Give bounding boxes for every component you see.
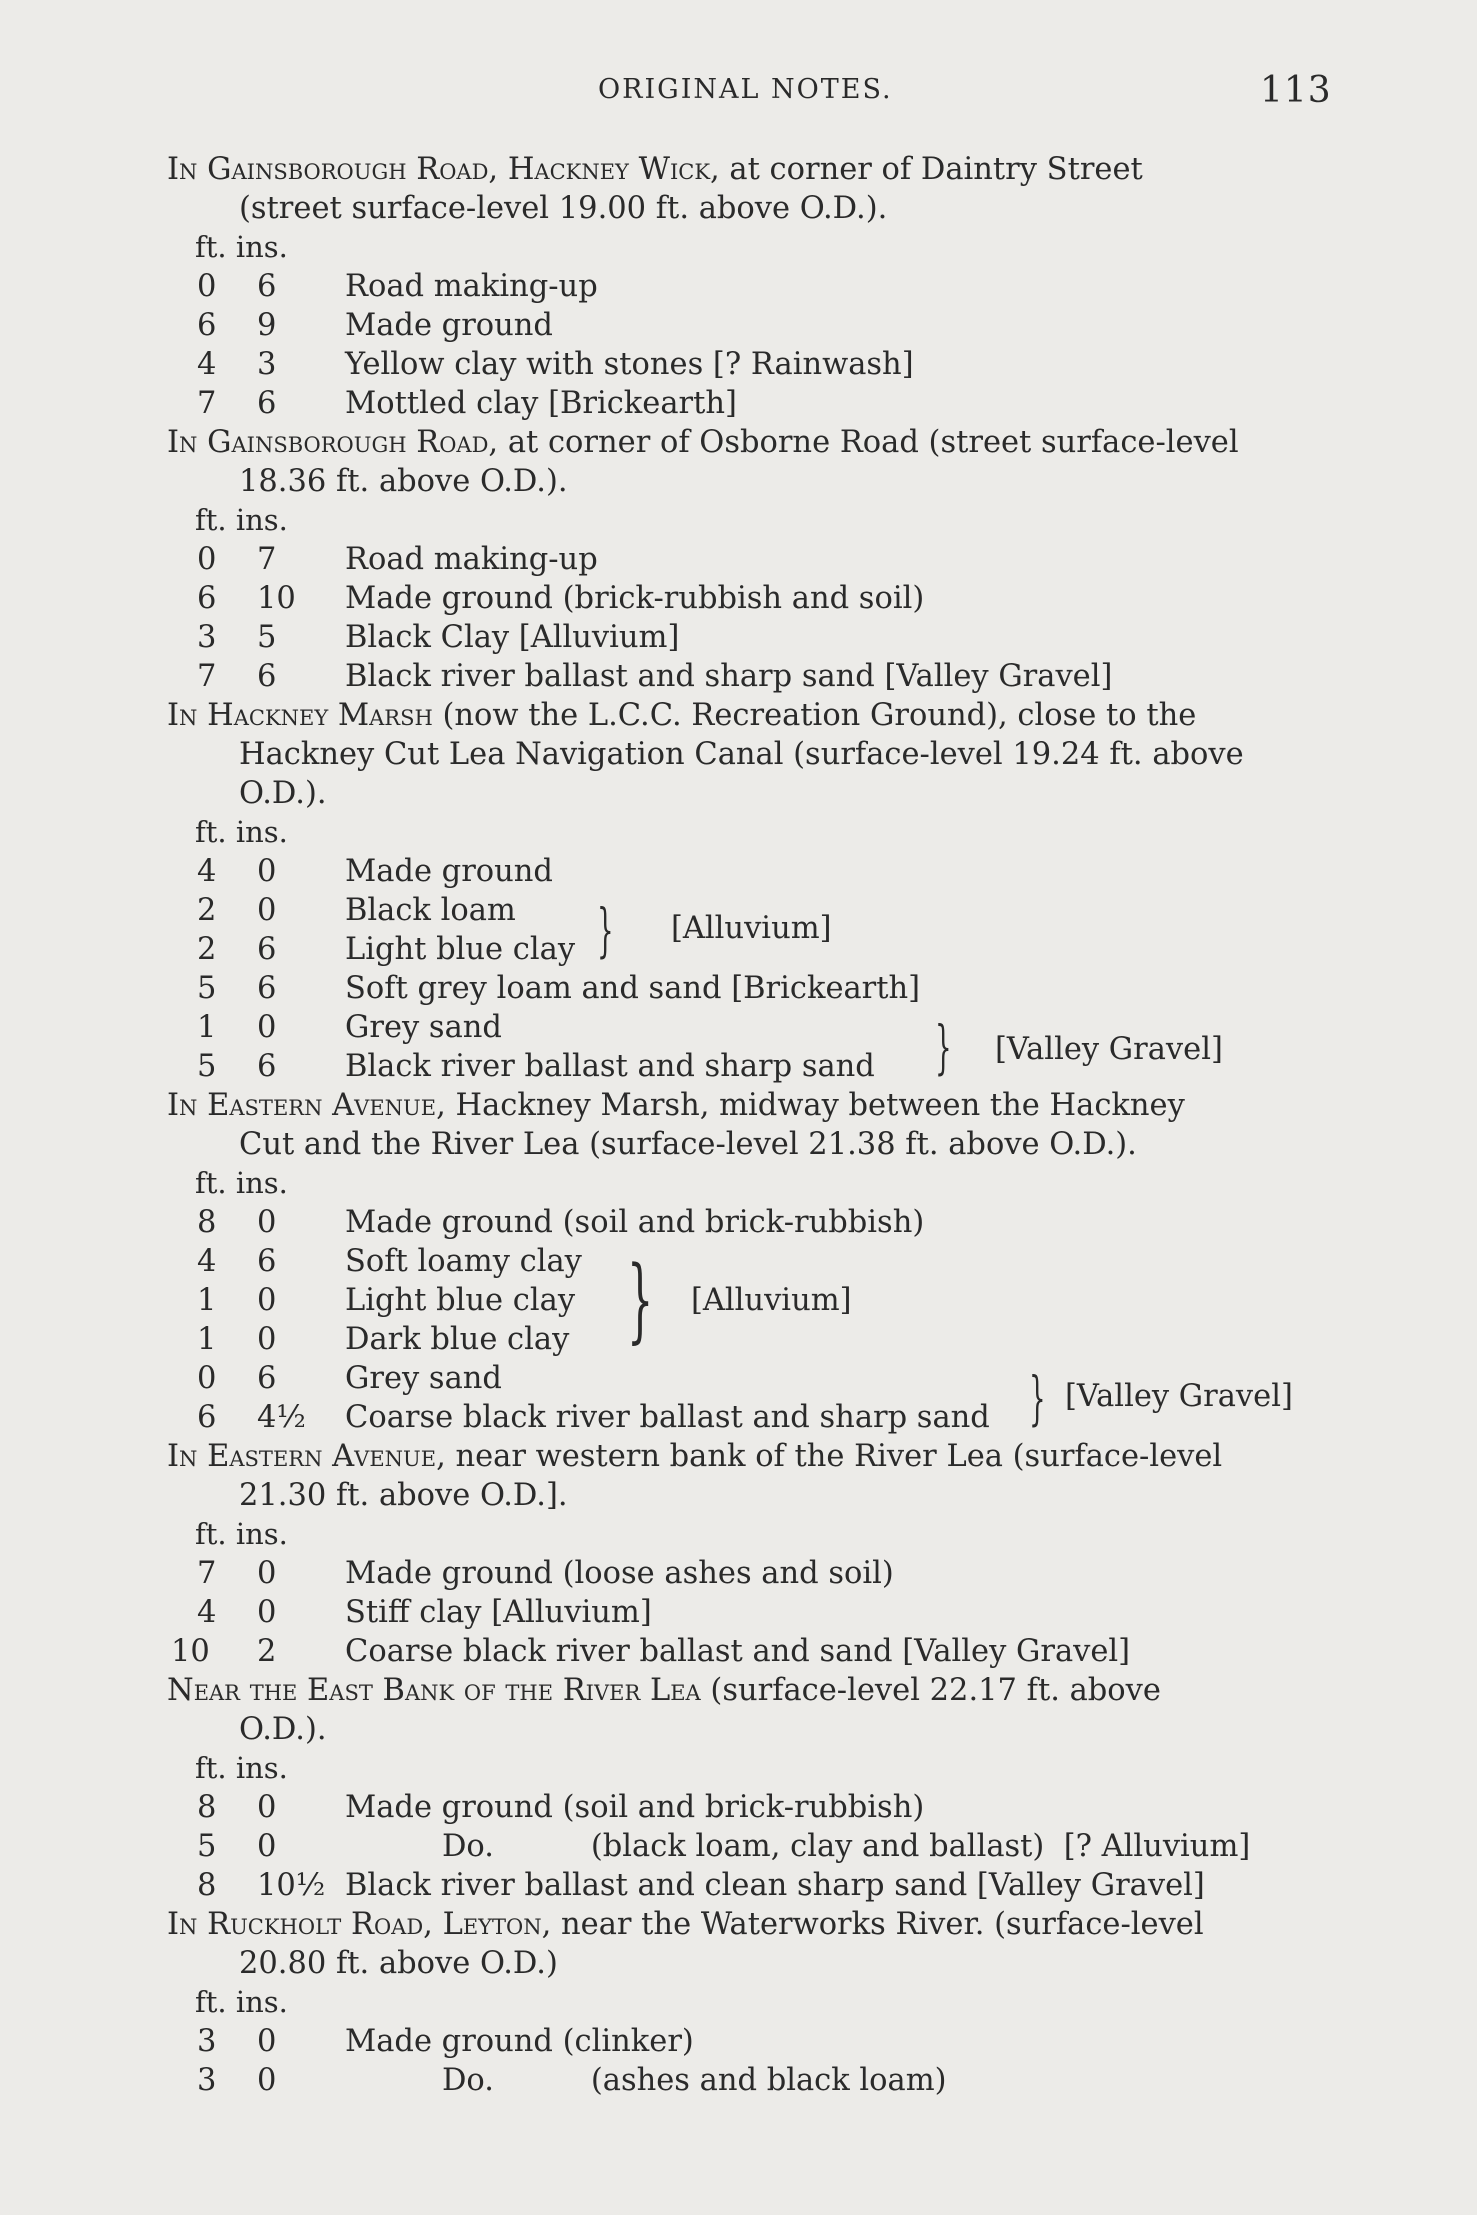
feet-value: 8 bbox=[197, 1205, 217, 1240]
place-name: In Hackney Marsh bbox=[167, 698, 433, 733]
units-label: ft. ins. bbox=[195, 230, 288, 264]
inches-value: 0 bbox=[257, 1205, 277, 1240]
feet-value: 0 bbox=[197, 269, 217, 304]
inches-value: 6 bbox=[257, 269, 277, 304]
stratum-description: Made ground (clinker) bbox=[345, 2024, 694, 2059]
inches-value: 0 bbox=[257, 1829, 277, 1864]
heading-text: Hackney Marsh, midway between the Hackney bbox=[445, 1088, 1185, 1123]
right-brace: } bbox=[935, 1013, 952, 1081]
inches-value: 0 bbox=[257, 1790, 277, 1825]
stratum-description: Yellow clay with stones [? Rainwash] bbox=[345, 347, 914, 382]
group-label: [Alluvium] bbox=[691, 1283, 852, 1318]
feet-value: 10 bbox=[171, 1634, 210, 1669]
stratum-row bbox=[167, 1320, 1337, 1359]
feet-value: 1 bbox=[197, 1283, 217, 1318]
heading-text: near the Waterworks River. (surface-level bbox=[551, 1907, 1204, 1942]
group-label: [Alluvium] bbox=[671, 911, 832, 946]
inches-value: 6 bbox=[257, 932, 277, 967]
heading-text: Hackney Cut Lea Navigation Canal (surface-level 19.24 ft. above bbox=[239, 737, 1244, 772]
inches-value: 2 bbox=[257, 1634, 277, 1669]
feet-value: 4 bbox=[197, 854, 217, 889]
feet-value: 3 bbox=[197, 620, 217, 655]
inches-value: 7 bbox=[257, 542, 277, 577]
section-east-bank-river-lea bbox=[167, 1671, 1337, 1905]
stratum-description: Made ground (loose ashes and soil) bbox=[345, 1556, 894, 1591]
stratum-row bbox=[167, 579, 1337, 618]
feet-value: 4 bbox=[197, 1595, 217, 1630]
heading-text: 21.30 ft. above O.D.]. bbox=[239, 1478, 568, 1513]
feet-value: 7 bbox=[197, 1556, 217, 1591]
stratum-description: Do. (black loam, clay and ballast) [? Alluvium] bbox=[345, 1829, 1251, 1864]
units-label: ft. ins. bbox=[195, 1751, 288, 1785]
inches-value: 3 bbox=[257, 347, 277, 382]
feet-value: 4 bbox=[197, 347, 217, 382]
feet-value: 5 bbox=[197, 1049, 217, 1084]
inches-value: 6 bbox=[257, 1244, 277, 1279]
stratum-description: Do. (ashes and black loam) bbox=[345, 2063, 947, 2098]
right-brace: } bbox=[1029, 1364, 1046, 1432]
heading-text: at corner of Daintry Street bbox=[719, 152, 1143, 187]
place-name: Near the East Bank of the River Lea bbox=[167, 1673, 701, 1708]
stratum-row bbox=[167, 1242, 1337, 1281]
heading-text: 18.36 ft. above O.D.). bbox=[239, 464, 568, 499]
stratum-description: Black river ballast and sharp sand bbox=[345, 1049, 875, 1084]
stratum-group-alluvium bbox=[167, 1242, 1337, 1359]
inches-value: 4½ bbox=[257, 1400, 306, 1435]
units-label: ft. ins. bbox=[195, 1985, 288, 2019]
feet-value: 6 bbox=[197, 308, 217, 343]
heading-text: Cut and the River Lea (surface-level 21.38 ft. above O.D.). bbox=[239, 1127, 1137, 1162]
inches-value: 6 bbox=[257, 386, 277, 421]
inches-value: 6 bbox=[257, 971, 277, 1006]
inches-value: 10½ bbox=[257, 1868, 326, 1903]
stratum-description: Made ground (soil and brick-rubbish) bbox=[345, 1205, 925, 1240]
heading-text: 20.80 ft. above O.D.) bbox=[239, 1946, 558, 1981]
section-ruckholt-road bbox=[167, 1905, 1337, 2100]
inches-value: 0 bbox=[257, 1322, 277, 1357]
stratum-row bbox=[167, 657, 1337, 696]
stratum-description: Made ground (soil and brick-rubbish) bbox=[345, 1790, 925, 1825]
feet-value: 6 bbox=[197, 1400, 217, 1435]
section-heading bbox=[167, 1086, 1337, 1164]
units-label: ft. ins. bbox=[195, 1517, 288, 1551]
stratum-row bbox=[167, 1866, 1337, 1905]
stratum-description: Grey sand bbox=[345, 1361, 502, 1396]
stratum-row bbox=[167, 1554, 1337, 1593]
inches-value: 0 bbox=[257, 1010, 277, 1045]
inches-value: 0 bbox=[257, 2063, 277, 2098]
feet-value: 2 bbox=[197, 932, 217, 967]
stratum-description: Made ground bbox=[345, 854, 553, 889]
heading-text: O.D.). bbox=[239, 776, 327, 811]
stratum-description: Black Clay [Alluvium] bbox=[345, 620, 680, 655]
group-label: [Valley Gravel] bbox=[1065, 1379, 1293, 1414]
stratum-row bbox=[167, 1788, 1337, 1827]
feet-value: 5 bbox=[197, 971, 217, 1006]
heading-text: (street surface-level 19.00 ft. above O.D.). bbox=[239, 191, 888, 226]
place-name: In Gainsborough Road, bbox=[167, 425, 499, 460]
inches-value: 10 bbox=[257, 581, 296, 616]
section-heading bbox=[167, 696, 1337, 813]
inches-value: 0 bbox=[257, 854, 277, 889]
stratum-row bbox=[167, 2022, 1337, 2061]
stratum-description: Dark blue clay bbox=[345, 1322, 570, 1357]
feet-value: 8 bbox=[197, 1868, 217, 1903]
stratum-description: Black river ballast and sharp sand [Valley Gravel] bbox=[345, 659, 1113, 694]
stratum-description: Black loam bbox=[345, 893, 516, 928]
section-hackney-marsh bbox=[167, 696, 1337, 1086]
feet-value: 8 bbox=[197, 1790, 217, 1825]
stratum-description: Road making-up bbox=[345, 542, 598, 577]
stratum-description: Light blue clay bbox=[345, 932, 576, 967]
feet-value: 1 bbox=[197, 1010, 217, 1045]
stratum-description: Mottled clay [Brickearth] bbox=[345, 386, 737, 421]
stratum-row bbox=[167, 1203, 1337, 1242]
units-label: ft. ins. bbox=[195, 815, 288, 849]
right-brace: } bbox=[627, 1246, 654, 1353]
page-header bbox=[0, 70, 1477, 120]
section-heading bbox=[167, 1437, 1337, 1515]
feet-value: 3 bbox=[197, 2024, 217, 2059]
page-body bbox=[167, 150, 1337, 2100]
stratum-group-valley-gravel bbox=[167, 1359, 1337, 1437]
feet-value: 7 bbox=[197, 386, 217, 421]
stratum-group-alluvium bbox=[167, 891, 1337, 969]
feet-value: 0 bbox=[197, 1361, 217, 1396]
stratum-description: Light blue clay bbox=[345, 1283, 576, 1318]
stratum-row bbox=[167, 1827, 1337, 1866]
feet-value: 3 bbox=[197, 2063, 217, 2098]
units-label: ft. ins. bbox=[195, 1166, 288, 1200]
feet-value: 4 bbox=[197, 1244, 217, 1279]
place-name: In Ruckholt Road, Leyton, bbox=[167, 1907, 552, 1942]
section-eastern-avenue-western-bank bbox=[167, 1437, 1337, 1671]
right-brace: } bbox=[597, 896, 614, 964]
heading-text: at corner of Osborne Road (street surface-level bbox=[498, 425, 1239, 460]
inches-value: 0 bbox=[257, 1556, 277, 1591]
units-label: ft. ins. bbox=[195, 503, 288, 537]
stratum-row bbox=[167, 384, 1337, 423]
inches-value: 0 bbox=[257, 893, 277, 928]
feet-value: 1 bbox=[197, 1322, 217, 1357]
feet-value: 0 bbox=[197, 542, 217, 577]
heading-text: O.D.). bbox=[239, 1712, 327, 1747]
section-eastern-avenue-midway bbox=[167, 1086, 1337, 1437]
stratum-row bbox=[167, 1593, 1337, 1632]
place-name: In Eastern Avenue, bbox=[167, 1088, 446, 1123]
place-name: In Gainsborough Road, Hackney Wick, bbox=[167, 152, 720, 187]
section-heading bbox=[167, 423, 1337, 501]
heading-text: (surface-level 22.17 ft. above bbox=[700, 1673, 1161, 1708]
stratum-description: Black river ballast and clean sharp sand [Valley Gravel] bbox=[345, 1868, 1205, 1903]
feet-value: 5 bbox=[197, 1829, 217, 1864]
stratum-description: Coarse black river ballast and sand [Valley Gravel] bbox=[345, 1634, 1131, 1669]
stratum-row bbox=[167, 540, 1337, 579]
stratum-description: Road making-up bbox=[345, 269, 598, 304]
stratum-row bbox=[167, 852, 1337, 891]
heading-text: (now the L.C.C. Recreation Ground), close to the bbox=[432, 698, 1197, 733]
feet-value: 7 bbox=[197, 659, 217, 694]
section-heading bbox=[167, 1905, 1337, 1983]
stratum-row bbox=[167, 306, 1337, 345]
inches-value: 5 bbox=[257, 620, 277, 655]
stratum-row bbox=[167, 618, 1337, 657]
stratum-description: Soft grey loam and sand [Brickearth] bbox=[345, 971, 921, 1006]
inches-value: 0 bbox=[257, 1283, 277, 1318]
stratum-description: Grey sand bbox=[345, 1010, 502, 1045]
running-title: ORIGINAL NOTES. bbox=[598, 74, 893, 105]
inches-value: 6 bbox=[257, 1049, 277, 1084]
section-gainsborough-osborne bbox=[167, 423, 1337, 696]
inches-value: 6 bbox=[257, 659, 277, 694]
stratum-description: Soft loamy clay bbox=[345, 1244, 582, 1279]
inches-value: 9 bbox=[257, 308, 277, 343]
group-label: [Valley Gravel] bbox=[995, 1032, 1223, 1067]
stratum-row bbox=[167, 969, 1337, 1008]
inches-value: 0 bbox=[257, 2024, 277, 2059]
stratum-group-valley-gravel bbox=[167, 1008, 1337, 1086]
section-gainsborough-daintry bbox=[167, 150, 1337, 423]
stratum-row bbox=[167, 267, 1337, 306]
stratum-description: Coarse black river ballast and sharp sand bbox=[345, 1400, 990, 1435]
inches-value: 0 bbox=[257, 1595, 277, 1630]
stratum-row bbox=[167, 345, 1337, 384]
page-number: 113 bbox=[1260, 70, 1332, 111]
stratum-row bbox=[167, 1632, 1337, 1671]
feet-value: 6 bbox=[197, 581, 217, 616]
inches-value: 6 bbox=[257, 1361, 277, 1396]
section-heading bbox=[167, 150, 1337, 228]
stratum-description: Made ground (brick-rubbish and soil) bbox=[345, 581, 925, 616]
feet-value: 2 bbox=[197, 893, 217, 928]
stratum-description: Stiff clay [Alluvium] bbox=[345, 1595, 652, 1630]
stratum-row bbox=[167, 2061, 1337, 2100]
section-heading bbox=[167, 1671, 1337, 1749]
stratum-description: Made ground bbox=[345, 308, 553, 343]
heading-text: near western bank of the River Lea (surface-level bbox=[445, 1439, 1223, 1474]
place-name: In Eastern Avenue, bbox=[167, 1439, 446, 1474]
